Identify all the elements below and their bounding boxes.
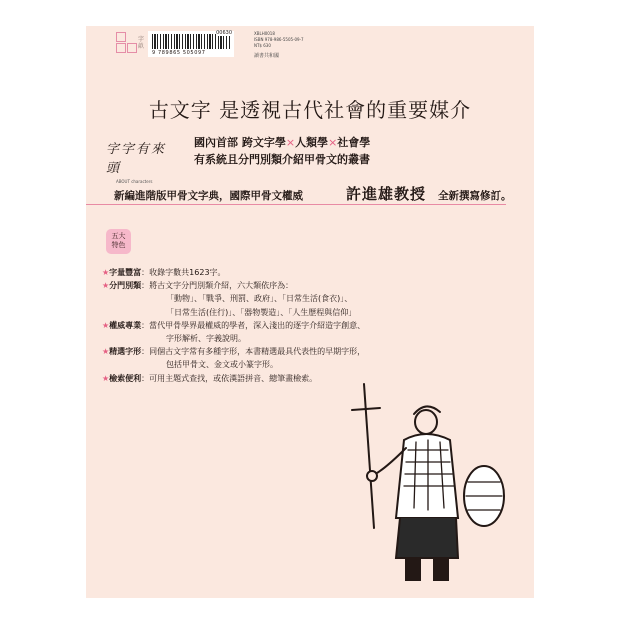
star-icon: ★ [102,347,110,357]
feature-label: 檢索便利 [109,373,142,383]
book-meta [254,31,304,49]
feature-item [102,266,432,279]
feature-text: 字形解析、字義說明。 [166,334,246,344]
author-name: 許進雄教授 [346,185,427,203]
logo-square [127,43,137,53]
feature-label: 權威專業 [109,320,142,330]
features-badge: 五大 特色 [106,229,131,254]
series-subtitle: ABOUT characters [116,179,153,184]
feature-label: 精選字形 [109,347,142,357]
logo-square [116,43,126,53]
feature-item [102,319,432,345]
barcode-price: 00630 [216,30,232,36]
cross-mark: × [328,136,338,149]
feature-item [102,345,432,371]
book-back-cover [86,26,534,598]
barcode-bars [152,34,230,49]
tagline-line1: 國內首部 跨文字學×人類學×社會學 [194,136,371,149]
feature-text: ：當代甲骨學界最權威的學者，深入淺出的逐字介紹造字創意、 [141,320,366,330]
series-title [106,138,176,184]
feature-label: 分門別類 [109,281,142,291]
warrior-illustration [348,378,512,588]
feature-text: ：收錄字數共1623字。 [141,268,226,277]
logo-tag: 字 畝 [138,36,145,50]
banner-text: 新編進階版甲骨文字典，國際甲骨文權威 [114,190,303,202]
feature-text: ：同個古文字常有多種字形，本書精選最具代表性的早期字形， [141,347,366,357]
feature-label: 字量豐富 [109,268,142,277]
logo-square [116,32,126,42]
cross-mark: × [285,136,296,149]
banner-text-end: 全新撰寫修訂。 [438,190,512,202]
feature-text: 「日常生活(住行)」、「器物製造」、「人生歷程與信仰」 [166,307,357,317]
series-logo [116,32,145,54]
star-icon: ★ [102,373,110,383]
divider [86,204,506,205]
series-calligraphy: 字字有來頭 [106,142,167,176]
meta-line: NT$ 630 [254,43,271,48]
star-icon: ★ [102,268,110,277]
tagline-line2: 有系統且分門別類介紹甲骨文的叢書 [194,153,370,166]
feature-text: 「動物」、「戰爭、刑罰、政府」、「日常生活(食衣)」、 [166,294,353,304]
main-title: 古文字 是透視古代社會的重要媒介 [148,98,472,122]
meta-line: ISBN 978-986-5505-09-7 [254,37,304,42]
publisher-logo: 讀書共和國 [254,53,280,59]
feature-text: ：可用主題式查找，或依漢語拼音、總筆畫檢索。 [141,373,318,383]
meta-line: XBLH0018 [254,31,275,36]
star-icon: ★ [102,281,110,291]
author-banner [114,184,526,204]
feature-text: 包括甲骨文、金文或小篆字形。 [166,360,278,370]
star-icon: ★ [102,320,110,330]
feature-list [102,266,432,385]
feature-text: ：將古文字分門別類介紹，六大類依序為： [141,281,294,291]
barcode-digits: 9 789865 505097 [152,50,206,56]
tagline [194,134,370,168]
isbn-barcode [148,31,234,57]
feature-item [102,279,432,319]
